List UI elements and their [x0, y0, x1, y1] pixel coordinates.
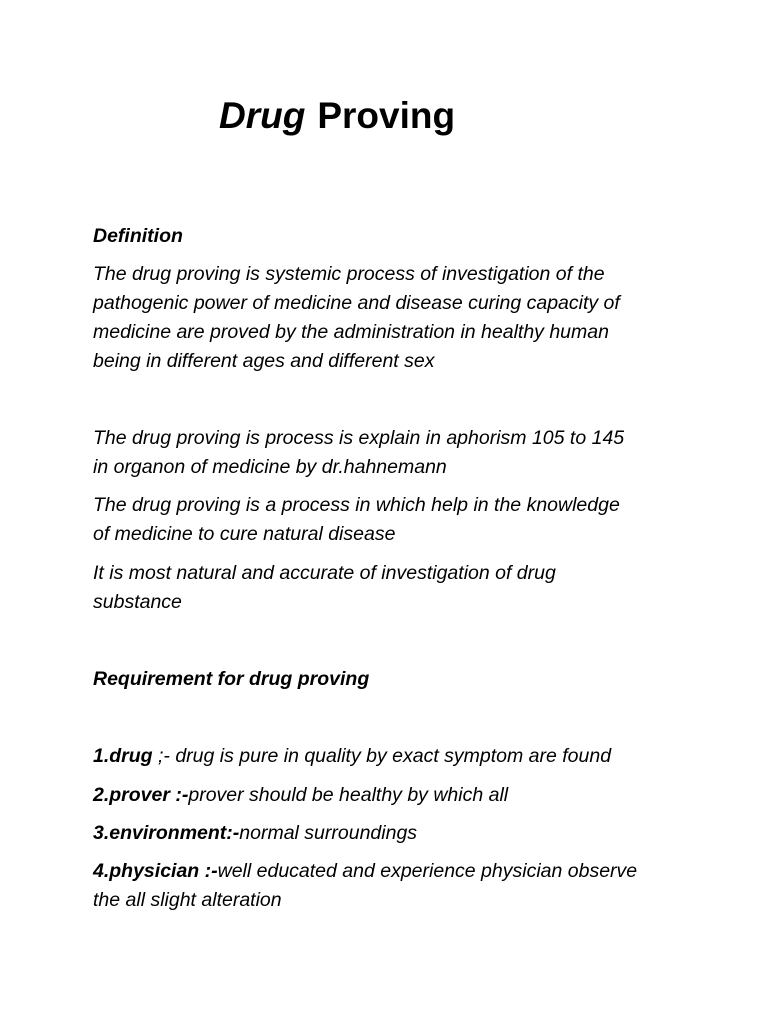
requirement-lead: 4.physician :-	[93, 860, 218, 882]
definition-heading: Definition	[93, 225, 183, 247]
requirement-item-environment	[93, 819, 713, 848]
text-line: in organon of medicine by dr.hahnemann	[93, 456, 447, 478]
requirement-heading: Requirement for drug proving	[93, 668, 370, 690]
requirement-lead: 2.prover :-	[93, 784, 189, 806]
text-line: substance	[93, 591, 182, 613]
text-line	[93, 857, 713, 886]
knowledge-paragraph	[93, 491, 713, 549]
requirement-text: normal surroundings	[239, 822, 418, 844]
requirement-text: well educated and experience physician observe	[217, 860, 638, 882]
requirement-lead: 3.environment:-	[93, 822, 240, 844]
text-line: the all slight alteration	[93, 889, 282, 911]
title-regular-part: Proving	[317, 95, 456, 136]
requirement-item-drug	[93, 742, 713, 771]
text-line: of medicine to cure natural disease	[93, 523, 396, 545]
requirement-item-prover	[93, 781, 713, 810]
definition-paragraph	[93, 260, 713, 376]
page-title	[219, 92, 455, 140]
requirement-text: ;- drug is pure in quality by exact symptom are found	[152, 745, 612, 767]
requirement-text: prover should be healthy by which all	[188, 784, 509, 806]
text-line: The drug proving is systemic process of investigation of the	[93, 263, 605, 285]
title-italic-part: Drug	[219, 95, 306, 136]
natural-paragraph	[93, 559, 713, 617]
requirement-lead: 1.drug	[93, 745, 153, 767]
text-line: medicine are proved by the administration in healthy human	[93, 321, 609, 343]
text-line: The drug proving is process is explain in aphorism 105 to 145	[93, 427, 625, 449]
aphorism-paragraph	[93, 424, 713, 482]
text-line: It is most natural and accurate of investigation of drug	[93, 562, 556, 584]
text-line: being in different ages and different sex	[93, 350, 435, 372]
text-line: The drug proving is a process in which help in the knowledge	[93, 494, 620, 516]
requirement-item-physician	[93, 857, 713, 915]
text-line: pathogenic power of medicine and disease curing capacity of	[93, 292, 620, 314]
